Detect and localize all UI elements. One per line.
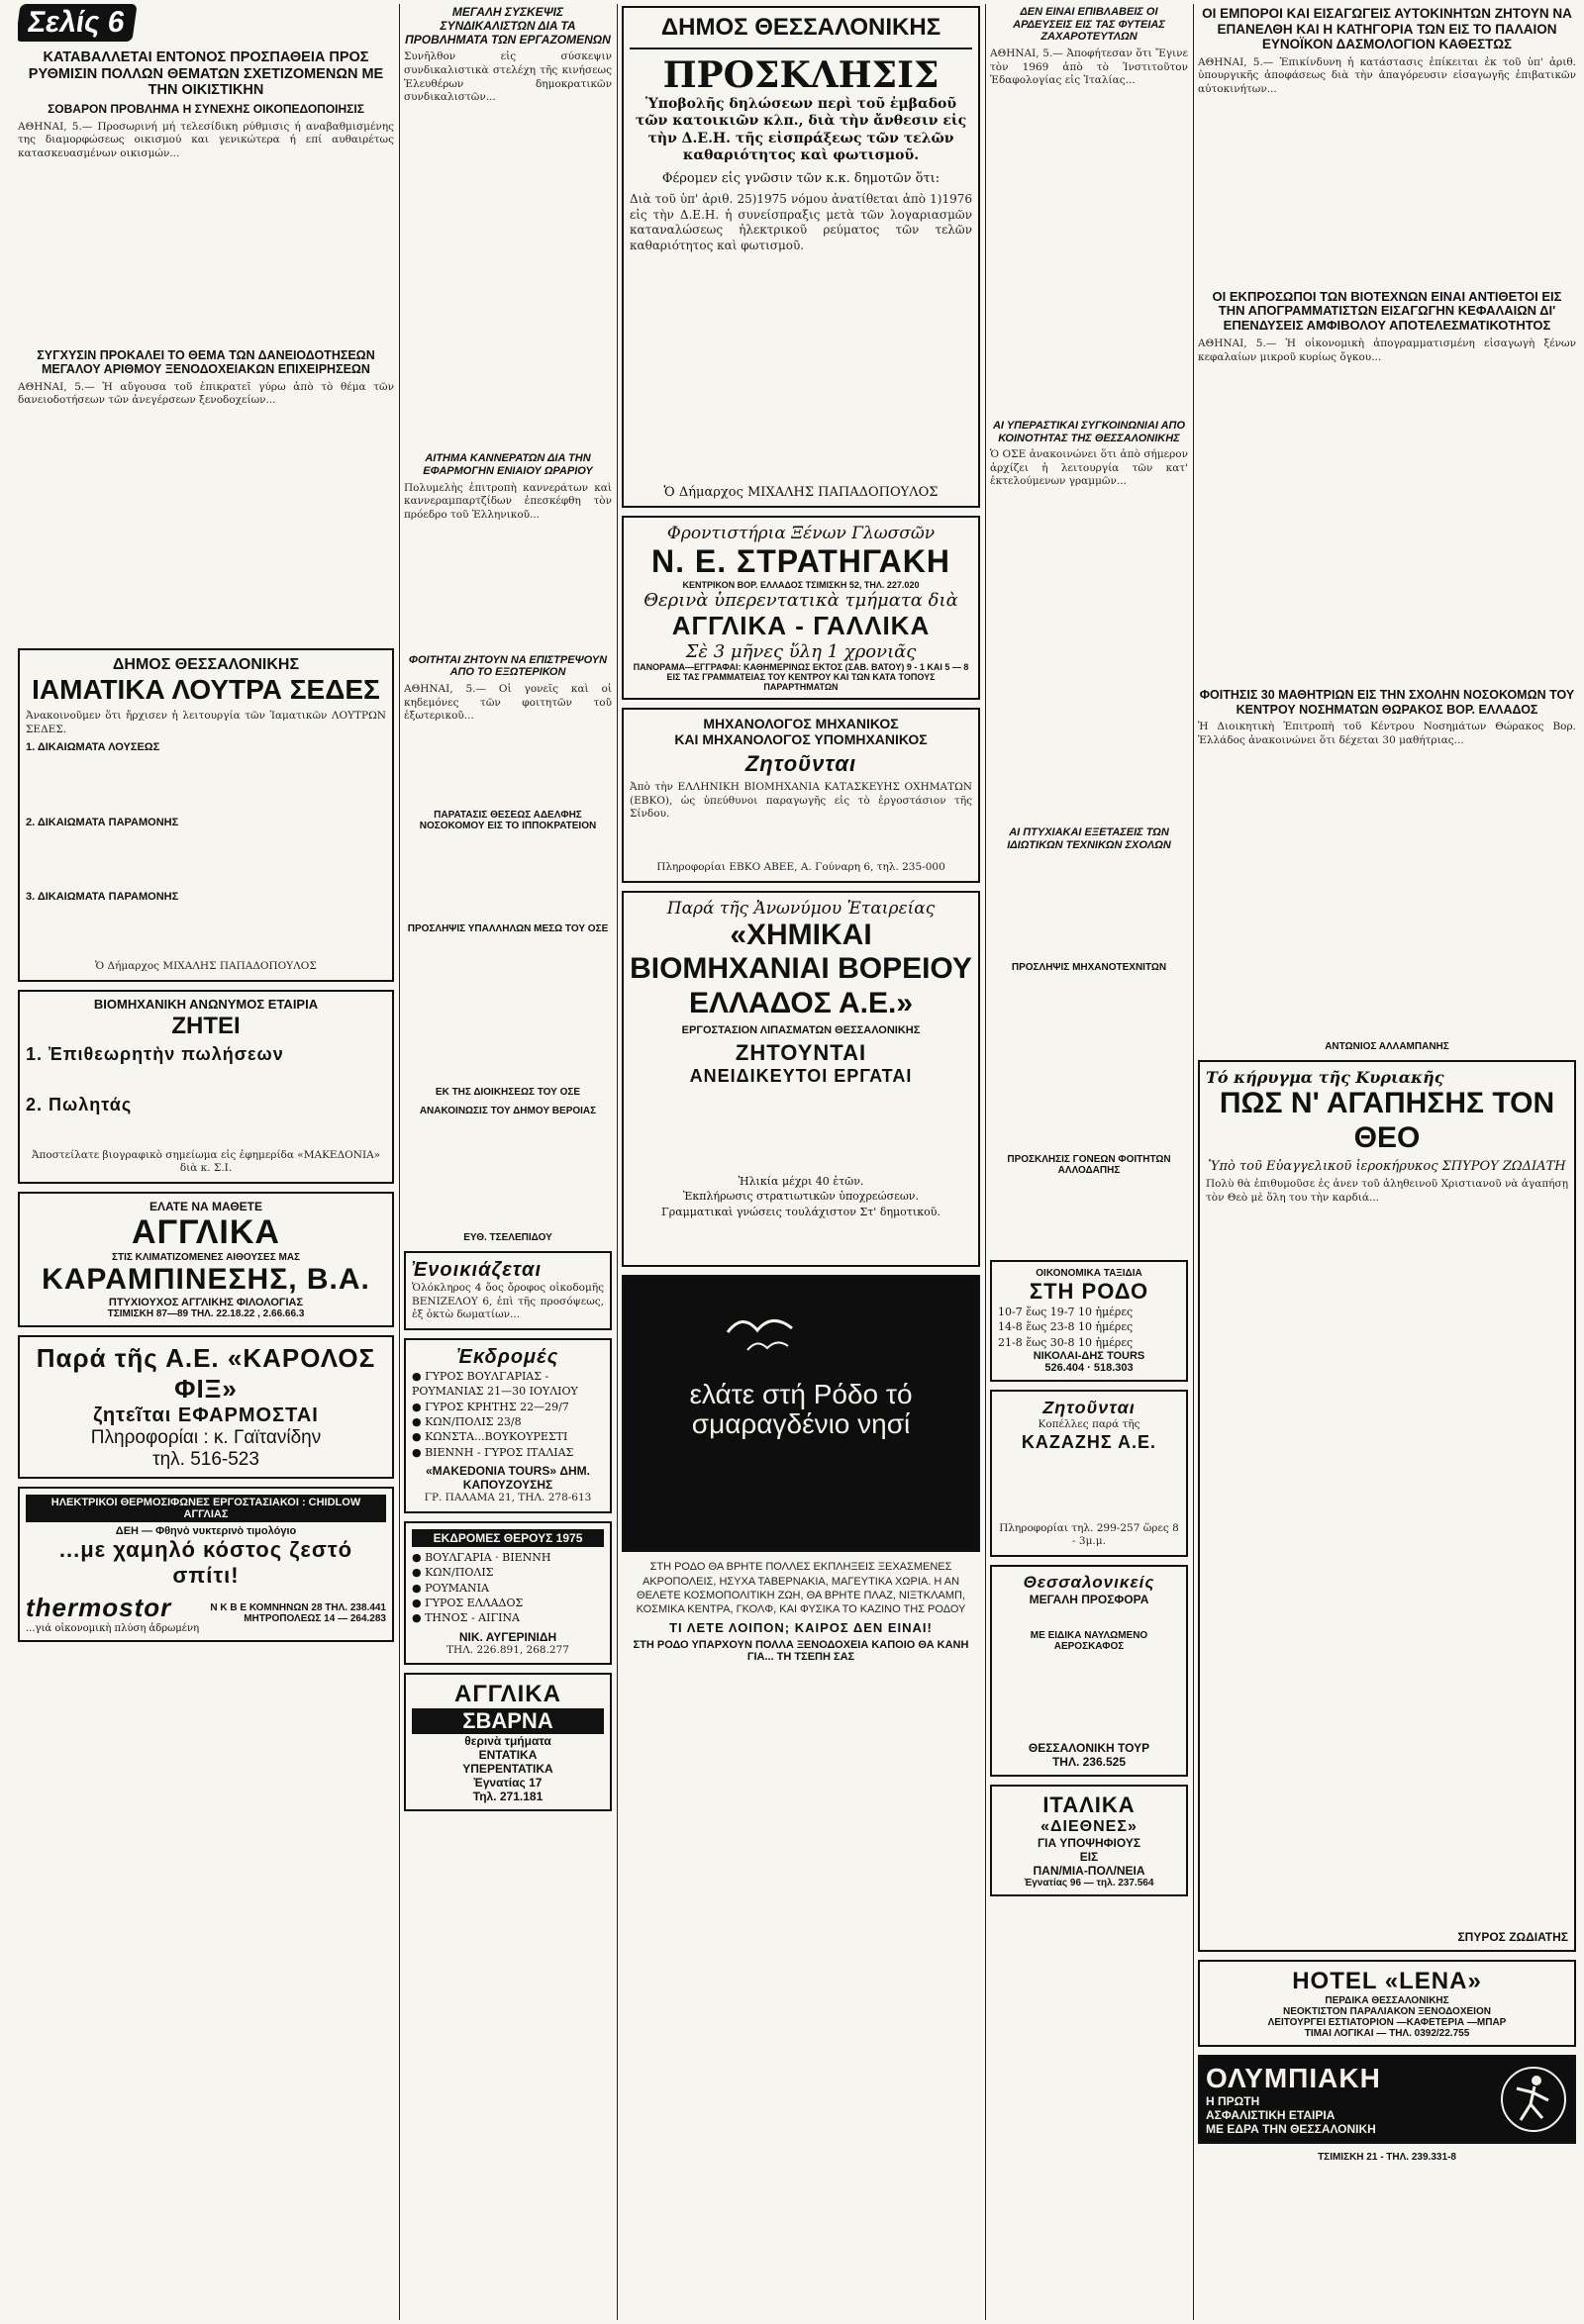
ad-footer: ΣΤΗ ΡΟΔΟ ΥΠΑΡΧΟΥΝ ΠΟΛΛΑ ΞΕΝΟΔΟΧΕΙΑ ΚΑΠΟΙΟ ΘΑ ΚΑΝΗ ΓΙΑ... ΤΗ ΤΣΕΠΗ ΣΑΣ xyxy=(633,1639,969,1664)
ad-hotel-lena xyxy=(1198,1960,1576,2047)
ad-headline: Ζητοῦνται xyxy=(1042,1398,1136,1418)
ad-phone: ΤΗΛ. 236.525 xyxy=(1051,1755,1127,1770)
ad-english-lessons xyxy=(18,1192,394,1327)
list-item: ● ΚΩΝ/ΠΟΛΙΣ 23/8 xyxy=(412,1415,522,1429)
headline: ΠΑΡΑΤΑΣΙΣ ΘΕΣΕΩΣ ΑΔΕΛΦΗΣ ΝΟΣΟΚΟΜΟΥ ΕΙΣ ΤΟ ΙΠΠΟΚΡΑΤΕΙΟΝ xyxy=(419,809,597,832)
ad-headline: Θεσσαλονικείς xyxy=(1023,1573,1155,1593)
ad-headline: ΑΓΓΛΙΚΑ xyxy=(454,1681,561,1708)
column-1 xyxy=(18,0,394,2316)
ad-line: ΜΕΓΑΛΗ ΠΡΟΣΦΟΡΑ xyxy=(1029,1593,1149,1607)
headline: ΦΟΙΤΗΤΑΙ ΖΗΤΟΥΝ ΝΑ ΕΠΙΣΤΡΕΨΟΥΝ ΑΠΟ ΤΟ ΕΞΩΤΕΡΙΚΟΝ xyxy=(408,653,608,679)
ad-headline: Παρά τῆς Α.Ε. «ΚΑΡΟΛΟΣ ΦΙΞ» xyxy=(36,1342,376,1404)
subheadline: ΣΟΒΑΡΟΝ ΠΡΟΒΛΗΜΑ Η ΣΥΝΕΧΗΣ ΟΙΚΟΠΕΔΟΠΟΙΗΣΙΣ xyxy=(48,102,364,117)
ad-headline: ΕΚΔΡΟΜΕΣ ΘΕΡΟΥΣ 1975 xyxy=(412,1529,604,1547)
section-label: Τό κήρυγμα τῆς Κυριακῆς xyxy=(1206,1068,1444,1088)
ad-subtitle: ζητεῖται ΕΦΑΡΜΟΣΤΑΙ xyxy=(93,1404,319,1426)
article-body: ΑΘΗΝΑΙ, 5.— Ἡ αὔγουσα τοῦ ἐπικρατεῖ γύρω ἀπὸ τὸ θέμα τῶν δανειοδοτήσεων τῶν ἀνεγέρσεων ξενοδοχείων... xyxy=(18,380,394,407)
sermon-article xyxy=(1198,1060,1576,1952)
ad-kazazis xyxy=(990,1390,1188,1557)
ad-for-rent xyxy=(404,1251,612,1330)
ad-olympiaki-insurance xyxy=(1198,2055,1576,2144)
headline: ΠΡΟΣΛΗΨΙΣ ΥΠΑΛΛΗΛΩΝ ΜΕΣΩ ΤΟΥ ΟΣΕ xyxy=(407,922,609,934)
list-item: 1. Ἐπιθεωρητὴν πωλήσεων xyxy=(26,1043,284,1064)
list-item: Ἠλικία μέχρι 40 ἐτῶν. xyxy=(738,1175,864,1189)
ad-headline: ΑΓΓΛΙΚΑ xyxy=(132,1212,280,1251)
seagull-icon xyxy=(723,1303,802,1362)
article-body: ΑΘΗΝΑΙ, 5.— Ἐπικίνδυνη ἡ κατάστασις ἐπίκειται ἐκ τοῦ ὑπ' ἀριθ. ὑπουργικῆς ἀποφάσεως διὰ τὴν ἀπαγόρευσιν εἰσαγωγῆς ἐπιβατικῶν αὐτοκινήτων... xyxy=(1198,55,1576,95)
ad-line: Η ΠΡΩΤΗ xyxy=(1206,2094,1260,2109)
article-signature: ΑΝΤΩΝΙΟΣ ΑΛΛΑΜΠΑΝΗΣ xyxy=(1325,1041,1449,1053)
ad-address: ΓΡ. ΠΑΛΑΜΑ 21, ΤΗΛ. 278-613 xyxy=(424,1492,592,1504)
headline: ΠΡΟΣΚΛΗΣΙΣ ΓΟΝΕΩΝ ΦΟΙΤΗΤΩΝ ΑΛΛΟΔΑΠΗΣ xyxy=(1007,1153,1171,1177)
ad-footer: ΠΑΝΟΡΑΜΑ—ΕΓΓΡΑΦΑΙ: ΚΑΘΗΜΕΡΙΝΩΣ ΕΚΤΟΣ (ΣΑΒ. ΒΑΤΟΥ) 9 - 1 ΚΑΙ 5 — 8 ΕΙΣ ΤΑΣ ΓΡΑΜΜΑΤΕΙΑΣ ΤΟΥ ΚΕΝΤΡΟΥ ΚΑΙ ΤΩΝ ΚΑΤΑ ΤΟΠΟΥΣ ΠΑΡΑΡΤΗΜΑΤΩΝ xyxy=(633,661,969,692)
headline: ΠΡΟΣΛΗΨΙΣ ΜΗΧΑΝΟΤΕΧΝΙΤΩΝ xyxy=(1011,962,1167,974)
ad-headline: Ἐκδρομές xyxy=(456,1345,559,1368)
ad-line: ΑΓΓΛΙΚΑ - ΓΑΛΛΙΚΑ xyxy=(671,610,931,640)
headline: ΑΙΤΗΜΑ ΚΑΝΝΕΡΑΤΩΝ ΔΙΑ ΤΗΝ ΕΦΑΡΜΟΓΗΝ ΕΝΙΑΙΟΥ ΩΡΑΡΙΟΥ xyxy=(423,452,593,478)
ad-english-svarna xyxy=(404,1673,612,1811)
ad-signature: Ὁ Δήμαρχος ΜΙΧΑΛΗΣ ΠΑΠΑΔΟΠΟΥΛΟΣ xyxy=(95,960,317,973)
ad-headline: HOTEL «LENA» xyxy=(1292,1968,1482,1995)
ad-cta: ΤΙ ΛΕΤΕ ΛΟΙΠΟΝ; ΚΑΙΡΟΣ ΔΕΝ ΕΙΝΑΙ! xyxy=(669,1620,933,1636)
ad-body: Ἀνακοινοῦμεν ὅτι ἤρχισεν ἡ λειτουργία τῶν Ἰαματικῶν ΛΟΥΤΡΩΝ ΣΕΔΕΣ. xyxy=(26,710,386,735)
article-body: ΑΘΗΝΑΙ, 5.— Ἀποφήτεσαν ὅτι Ἔγινε τὸν 1969 ἀπὸ τὸ Ἰνστιτοῦτον Ἐδαφολογίας εἰς Ἰταλίας... xyxy=(990,47,1188,87)
ad-body: Ἀπὸ τὴν ΕΛΛΗΝΙΚΗ ΒΙΟΜΗΧΑΝΙΑ ΚΑΤΑΣΚΕΥΗΣ ΟΧΗΜΑΤΩΝ (ΕΒΚΟ), ὡς ὑπεύθυνοι παραγωγῆς εἰς τὸ ἐργοστάσιον τῆς Σίνδου. xyxy=(630,780,972,821)
ad-address: ΚΕΝΤΡΙΚΟΝ ΒΟΡ. ΕΛΛΑΔΟΣ ΤΣΙΜΙΣΚΗ 52, ΤΗΛ. 227.020 xyxy=(682,579,920,590)
ad-line: ΓΙΑ ΥΠΟΨΗΦΙΟΥΣ xyxy=(1037,1836,1141,1851)
ad-subtitle: ΔΕΗ — Φθηνὸ νυκτερινὸ τιμολόγιο xyxy=(115,1524,297,1537)
headline: ΟΙ ΕΜΠΟΡΟΙ ΚΑΙ ΕΙΣΑΓΩΓΕΙΣ ΑΥΤΟΚΙΝΗΤΩΝ ΖΗΤΟΥΝ ΝΑ ΕΠΑΝΕΛΘΗ ΚΑΙ Η ΚΑΤΗΓΟΡΙΑ ΤΩΝ ΕΙΣ ΤΟ ΠΑΛΑΙΟΝ ΕΥΝΟΪΚΟΝ ΔΑΣΜΟΛΟΓΙΟΝ ΚΑΘΕΣΤΩΣ xyxy=(1202,6,1572,52)
headline: ΣΥΓΧΥΣΙΝ ΠΡΟΚΑΛΕΙ ΤΟ ΘΕΜΑ ΤΩΝ ΔΑΝΕΙΟΔΟΤΗΣΕΩΝ ΜΕΓΑΛΟΥ ΑΡΙΘΜΟΥ ΞΕΝΟΔΟΧΕΙΑΚΩΝ ΕΠΙΧΕΙΡΗΣΕΩΝ xyxy=(37,347,375,377)
ad-subtitle: ΣΤΙΣ ΚΛΙΜΑΤΙΖΟΜΕΝΕΣ ΑΙΘΟΥΣΕΣ ΜΑΣ xyxy=(111,1251,301,1263)
ad-line: ΤΙΜΑΙ ΛΟΓΙΚΑΙ — ΤΗΛ. 0392/22.755 xyxy=(1304,2028,1470,2040)
ad-line: Σὲ 3 μῆνες ὕλη 1 χρονιᾶς xyxy=(685,640,917,662)
ad-slogan: ελάτε στή Ρόδο τό σμαραγδένιο νησί xyxy=(689,1379,913,1439)
discus-thrower-icon xyxy=(1499,2065,1568,2134)
ad-phone: τηλ. 516-523 xyxy=(152,1448,259,1470)
ad-title: ΔΗΜΟΣ ΘΕΣΣΑΛΟΝΙΚΗΣ xyxy=(660,14,941,41)
ad-line: ΑΣΦΑΛΙΣΤΙΚΗ ΕΤΑΙΡΙΑ xyxy=(1206,2108,1336,2123)
ad-slogan: ...με χαμηλό κόστος ζεστό σπίτι! xyxy=(58,1536,353,1588)
article-body: ΑΘΗΝΑΙ, 5.— Οἱ γονεῖς καὶ οἱ κηδεμόνες τῶν φοιτητῶν τοῦ ἐξωτερικοῦ... xyxy=(404,682,612,723)
article-body: Ὁ ΟΣΕ ἀνακοινώνει ὅτι ἀπὸ σήμερον ἀρχίζει ἡ λειτουργία τῶν κατ' ἐκτελούμενων γραμμῶν... xyxy=(990,448,1188,488)
ad-tagline: ...γιά οἰκονομικὴ πλύση ἀδρωμένη xyxy=(26,1622,200,1634)
ad-agency: ΝΙΚΟΛΑΙ-ΔΗΣ TOURS xyxy=(1033,1350,1145,1363)
ad-rhodes-trips xyxy=(990,1260,1188,1382)
ad-line: ΥΠΕΡΕΝΤΑΤΙΚΑ xyxy=(462,1762,553,1777)
ad-strategaki-school xyxy=(622,516,980,700)
column-2 xyxy=(404,0,612,2316)
ad-name: ΚΑΖΑΖΗΣ Α.Ε. xyxy=(1021,1431,1157,1452)
ad-address: ΤΣΙΜΙΣΚΗ 21 - ΤΗΛ. 239.331-8 xyxy=(1318,2152,1456,2164)
ad-karolos-fix xyxy=(18,1335,394,1479)
ad-summer-excursions xyxy=(404,1521,612,1666)
article-body: Συνῆλθον εἰς σύσκεψιν συνδικαλιστικὰ στελέχη τῆς κινήσεως Ἐλευθέρων δημοκρατικῶν συνδικαλιστῶν... xyxy=(404,50,612,104)
ad-title: ΚΑΙ ΜΗΧΑΝΟΛΟΓΟΣ ΥΠΟΜΗΧΑΝΙΚΟΣ xyxy=(674,730,928,747)
ad-line: ΛΕΙΤΟΥΡΓΕΙ ΕΣΤΙΑΤΟΡΙΟΝ —ΚΑΦΕΤΕΡΙΑ —ΜΠΑΡ xyxy=(1267,2017,1507,2029)
ad-band: ΗΛΕΚΤΡΙΚΟΙ ΘΕΡΜΟΣΙΦΩΝΕΣ ΕΡΓΟΣΤΑΣΙΑΚΟΙ : CHIDLOW ΑΓΓΛΙΑΣ xyxy=(26,1495,386,1522)
ad-line: ΜΕ ΕΙΔΙΚΑ ΝΑΥΛΩΜΕΝΟ ΑΕΡΟΣΚΑΦΟΣ xyxy=(1030,1630,1148,1653)
ad-subtitle: Ὑποβολῆς δηλώσεων περὶ τοῦ ἐμβαδοῦ τῶν κατοικιῶν κλπ., διὰ τὴν ἄνθεσιν εἰς τὴν Δ.Ε.Η. τῆς εἰσπράξεως τῶν τελῶν καθαριότητος καὶ φωτισμοῦ. xyxy=(635,95,967,164)
ad-info: Πληροφορίαι : κ. Γαϊτανίδην xyxy=(90,1426,322,1448)
list-item: 21-8 ἕως 30-8 10 ἡμέρες xyxy=(998,1335,1134,1349)
ad-address: ΤΣΙΜΙΣΚΗ 87—89 ΤΗΛ. 22.18.22 , 2.66.66.3 xyxy=(107,1307,305,1319)
ad-line: ΜΕ ΕΔΡΑ ΤΗΝ ΘΕΣΣΑΛΟΝΙΚΗ xyxy=(1206,2122,1376,2137)
list-item: 3. ΔΙΚΑΙΩΜΑΤΑ ΠΑΡΑΜΟΝΗΣ xyxy=(26,891,179,904)
ad-phone: ΤΗΛ. 226.891, 268.277 xyxy=(446,1643,569,1656)
ad-title: Φροντιστήρια Ξένων Γλωσσῶν xyxy=(666,523,936,543)
ad-line: Θερινὰ ὑπερεντατικὰ τμήματα διὰ xyxy=(644,589,958,611)
ad-headline: ΟΛΥΜΠΙΑΚΗ xyxy=(1206,2063,1381,2094)
ad-line: θερινὰ τμήματα xyxy=(464,1734,551,1749)
ad-phone: Τηλ. 271.181 xyxy=(472,1790,544,1804)
article-signature: ΕΚ ΤΗΣ ΔΙΟΙΚΗΣΕΩΣ ΤΟΥ ΟΣΕ xyxy=(435,1087,581,1099)
list-item: ● ΒΙΕΝΝΗ - ΓΥΡΟΣ ΙΤΑΛΙΑΣ xyxy=(412,1445,574,1459)
ad-info: Πληροφορίαι ΕΒΚΟ ΑΒΕΕ, Α. Γούναρη 6, τηλ. 235-000 xyxy=(656,860,945,873)
ad-headline: «ΧΗΜΙΚΑΙ ΒΙΟΜΗΧΑΝΙΑΙ ΒΟΡΕΙΟΥ ΕΛΛΑΔΟΣ Α.Ε.» xyxy=(630,918,972,1019)
ad-line: ΖΗΤΟΥΝΤΑΙ xyxy=(735,1040,867,1066)
list-item: ● ΒΟΥΛΓΑΡΙΑ · ΒΙΕΝΝΗ xyxy=(412,1550,551,1564)
ad-subtitle: ΕΡΓΟΣΤΑΣΙΟΝ ΛΙΠΑΣΜΑΤΩΝ ΘΕΣΣΑΛΟΝΙΚΗΣ xyxy=(681,1024,921,1037)
ad-title: ΕΛΑΤΕ ΝΑ ΜΑΘΕΤΕ xyxy=(148,1199,263,1213)
ad-address: ΜΗΤΡΟΠΟΛΕΩΣ 14 — 264.283 xyxy=(244,1612,386,1624)
list-item: 1. ΔΙΚΑΙΩΜΑΤΑ ΛΟΥΣΕΩΣ xyxy=(26,741,160,754)
ad-line: ΠΕΡΔΙΚΑ ΘΕΣΣΑΛΟΝΙΚΗΣ xyxy=(1325,1995,1449,2007)
ad-body: ΣΤΗ ΡΟΔΟ ΘΑ ΒΡΗΤΕ ΠΟΛΛΕΣ ΕΚΠΛΗΞΕΙΣ ΞΕΧΑΣΜΕΝΕΣ ΑΚΡΟΠΟΛΕΙΣ, ΗΣΥΧΑ ΤΑΒΕΡΝΑΚΙΑ, ΜΑΓΕΥΤΙΚΑ ΧΩΡΙΑ. Η ΑΝ ΘΕΛΕΤΕ ΚΟΣΜΟΠΟΛΙΤΙΚΗ ΖΩΗ, ΘΑ ΒΡΗΤΕ ΠΛΑΖ, ΝΙΞΤΚΛΑΜΠ, ΚΟΣΜΙΚΑ ΚΕΝΤΡΑ, ΓΚΟΛΦ, ΚΑΙ ΦΥΣΙΚΑ ΤΟ ΚΑΖΙΝΟ ΤΗΣ ΡΟΔΟΥ xyxy=(636,1561,966,1616)
headline: ΜΕΓΑΛΗ ΣΥΣΚΕΨΙΣ ΣΥΝΔΙΚΑΛΙΣΤΩΝ ΔΙΑ ΤΑ ΠΡΟΒΛΗΜΑΤΑ ΤΩΝ ΕΡΓΑΖΟΜΕΝΩΝ xyxy=(405,5,611,47)
ad-name: ΚΑΡΑΜΠΙΝΕΣΗΣ, Β.Α. xyxy=(42,1262,370,1296)
article-body: ΑΘΗΝΑΙ, 5.— Προσωρινή μή τελεσίδικη ρύθμισις ή αναβαθμισμένης της διαμορφώσεως οικισμού και γενικώτερα ή επί αυθαιρέτως κατασκευασμένων οικισμών... xyxy=(18,120,394,160)
article-body: ΑΘΗΝΑΙ, 5.— Ἡ οἰκονομικὴ ἀπογραμματισμένη εἰσαγωγὴ ξένων κεφαλαίων μικροῦ κυρίως ὄγκου... xyxy=(1198,338,1576,363)
ad-body: Διὰ τοῦ ὑπ' ἀριθ. 25)1975 νόμου ἀνατίθεται ἀπὸ 1)1976 εἰς τὴν Δ.Ε.Η. ἡ συνείσπραξις μετὰ τῶν λογαριασμῶν καταναλώσεως ἠλεκτρικοῦ ρεύματος τῶν τελῶν καθαριότητος καὶ φωτισμοῦ. xyxy=(630,191,972,252)
ad-headline: Ν. Ε. ΣΤΡΑΤΗΓΑΚΗ xyxy=(651,542,950,579)
ad-address: Ἐγνατίας 17 xyxy=(473,1776,543,1791)
column-rule xyxy=(1193,4,1194,2320)
list-item: ● ΤΗΝΟΣ - ΑΙΓΙΝΑ xyxy=(412,1611,520,1625)
column-rule xyxy=(617,4,618,2320)
ad-headline: ΙΑΜΑΤΙΚΑ ΛΟΥΤΡΑ ΣΕΔΕΣ xyxy=(32,673,380,705)
article-body: Πολυμελὴς ἐπιτροπὴ καννεράτων καὶ καννεραμπαρτζίδων ἐπεσκέφθη τὸν πρόεδρο τοῦ Ἑλληνικοῦ... xyxy=(404,481,612,521)
headline: ΟΙ ΕΚΠΡΟΣΩΠΟΙ ΤΩΝ ΒΙΟΤΕΧΝΩΝ ΕΙΝΑΙ ΑΝΤΙΘΕΤΟΙ ΕΙΣ ΤΗΝ ΑΠΟΓΡΑΜΜΑΤΙΣΤΩΝ ΕΙΣΑΓΩΓΗΝ ΚΕΦΑΛΑΙΩΝ ΔΙ' ΕΠΕΝΔΥΣΕΙΣ ΑΜΦΙΒΟΛΟΥ ΑΠΟΤΕΛΕΣΜΑΤΙΚΟΤΗΤΟΣ xyxy=(1212,288,1562,334)
ad-rhodes xyxy=(622,1275,980,1552)
ad-body: Κοπέλλες παρά τῆς xyxy=(1038,1418,1140,1431)
ad-subtitle: ΠΤΥΧΙΟΥΧΟΣ ΑΓΓΛΙΚΗΣ ΦΙΛΟΛΟΓΙΑΣ xyxy=(108,1296,304,1308)
ad-footer: Ἀποστείλατε βιογραφικὸ σημείωμα εἰς ἐφημερίδα «ΜΑΚΕΔΟΝΙΑ» διὰ κ. Σ.Ι. xyxy=(31,1148,381,1175)
ad-mechanical-engineer xyxy=(622,708,980,883)
ad-title: ΔΗΜΟΣ ΘΕΣΣΑΛΟΝΙΚΗΣ xyxy=(112,655,300,673)
ad-line: ΠΑΝ/ΜΙΑ-ΠΟΛ/ΝΕΙΑ xyxy=(1033,1864,1145,1879)
ad-title: ΒΙΟΜΗΧΑΝΙΚΗ ΑΝΩΝΥΜΟΣ ΕΤΑΙΡΙΑ xyxy=(93,997,319,1013)
ad-sedes-baths xyxy=(18,648,394,983)
ad-headline: ΣΤΗ ΡΟΔΟ xyxy=(1029,1278,1149,1304)
list-item: ● ΡΟΥΜΑΝΙΑ xyxy=(412,1581,489,1595)
list-item: ● ΓΥΡΟΣ ΕΛΛΑΔΟΣ xyxy=(412,1597,524,1610)
ad-line: Φέρομεν εἰς γνῶσιν τῶν κ.κ. δημοτῶν ὅτι: xyxy=(661,170,940,186)
ad-municipality-invitation xyxy=(622,6,980,508)
ad-headline: ΖΗΤΕΙ xyxy=(171,1013,241,1039)
brand-logo: thermostor xyxy=(26,1592,172,1622)
headline: ΠΩΣ Ν' ΑΓΑΠΗΣΗΣ ΤΟΝ ΘΕΟ xyxy=(1219,1087,1555,1154)
ad-headline: Ἐνοικιάζεται xyxy=(412,1258,543,1281)
list-item: 10-7 ἕως 19-7 10 ἡμέρες xyxy=(998,1305,1134,1318)
column-5 xyxy=(1198,0,1576,2316)
list-item: Γραμματικαὶ γνώσεις τουλάχιστον Στ' δημοτικοῦ. xyxy=(661,1205,940,1218)
column-4 xyxy=(990,0,1188,2316)
headline: ΔΕΝ ΕΙΝΑΙ ΕΠΙΒΛΑΒΕΙΣ ΟΙ ΑΡΔΕΥΣΕΙΣ ΕΙΣ ΤΑΣ ΦΥΤΕΙΑΣ ΖΑΧΑΡΟΤΕΥΤΛΩΝ xyxy=(1013,6,1165,44)
ad-line: ΕΙΣ xyxy=(1079,1850,1099,1865)
list-item: ● ΓΥΡΟΣ ΒΟΥΛΓΑΡΙΑΣ - ΡΟΥΜΑΝΙΑΣ 21—30 ΙΟΥΛΙΟΥ xyxy=(412,1369,578,1399)
ad-excursions xyxy=(404,1338,612,1513)
headline: ΑΙ ΥΠΕΡΑΣΤΙΚΑΙ ΣΥΓΚΟΙΝΩΝΙΑΙ ΑΠΟ ΚΟΙΝΟΤΗΤΑΣ ΤΗΣ ΘΕΣΣΑΛΟΝΙΚΗΣ xyxy=(992,419,1186,444)
ad-info: Πληροφορίαι τηλ. 299-257 ὥρες 8 - 3μ.μ. xyxy=(999,1521,1179,1548)
ad-name: ΣΒΑΡΝΑ xyxy=(412,1708,604,1734)
ad-name: «ΔΙΕΘΝΕΣ» xyxy=(1040,1818,1138,1836)
ad-thessaloniki-tour xyxy=(990,1565,1188,1777)
ad-chemical-industries xyxy=(622,891,980,1268)
headline: ΑΙ ΠΤΥΧΙΑΚΑΙ ΕΞΕΤΑΣΕΙΣ ΤΩΝ ΙΔΙΩΤΙΚΩΝ ΤΕΧΝΙΚΩΝ ΣΧΟΛΩΝ xyxy=(1007,826,1171,851)
ad-title: ΟΙΚΟΝΟΜΙΚΑ ΤΑΞΙΔΙΑ xyxy=(1036,1267,1142,1279)
ad-body: Ὁλόκληρος 4 ὄος ὄροφος οἰκοδομῆς ΒΕΝΙΖΕΛΟΥ 6, ἐπὶ τῆς προσόψεως, ἐξ ὀκτὼ δωματίων... xyxy=(412,1281,604,1321)
article-signature: ΕΥΘ. ΤΣΕΛΕΠΙΔΟΥ xyxy=(463,1231,552,1243)
ad-title: Παρά τῆς Ἀνωνύμου Ἑταιρείας xyxy=(666,898,936,919)
list-item: ● ΓΥΡΟΣ ΚΡΗΤΗΣ 22—29/7 xyxy=(412,1400,569,1413)
page-number-badge: Σελίς 6 xyxy=(18,4,138,42)
ad-signature: Ὁ Δήμαρχος ΜΙΧΑΛΗΣ ΠΑΠΑΔΟΠΟΥΛΟΣ xyxy=(663,484,939,500)
ad-thermostor xyxy=(18,1487,394,1642)
list-item: 2. ΔΙΚΑΙΩΜΑΤΑ ΠΑΡΑΜΟΝΗΣ xyxy=(26,816,179,828)
ad-italian-diethnes xyxy=(990,1785,1188,1896)
ad-headline: ΙΤΑΛΙΚΑ xyxy=(1042,1792,1136,1818)
ad-agency: «MAKEDONIA TOURS» ΔΗΜ. ΚΑΠΟΥΖΟΥΣΗΣ xyxy=(426,1464,590,1493)
list-item: Ἐκπλήρωσις στρατιωτικῶν ὑποχρεώσεων. xyxy=(683,1190,919,1204)
headline: ΑΝΑΚΟΙΝΩΣΙΣ ΤΟΥ ΔΗΜΟΥ ΒΕΡΟΙΑΣ xyxy=(419,1106,597,1117)
ad-address: Ν Κ Β Ε ΚΟΜΝΗΝΩΝ 28 ΤΗΛ. 238.441 xyxy=(210,1601,386,1613)
ad-line: ΕΝΤΑΤΙΚΑ xyxy=(478,1748,538,1763)
article-signature: ΣΠΥΡΟΣ ΖΩΔΙΑΤΗΣ xyxy=(1457,1930,1568,1945)
ad-line: ΝΕΟΚΤΙΣΤΟΝ ΠΑΡΑΛΙΑΚΟΝ ΞΕΝΟΔΟΧΕΙΟΝ xyxy=(1283,2006,1491,2018)
list-item: ● ΚΩΝΣΤΑ...ΒΟΥΚΟΥΡΕΣΤΙ xyxy=(412,1430,568,1444)
ad-agency: ΘΕΣΣΑΛΟΝΙΚΗ ΤΟΥΡ xyxy=(1028,1741,1150,1756)
list-item: ● ΚΩΝ/ΠΟΛΙΣ xyxy=(412,1566,494,1580)
list-item: 2. Πωλητάς xyxy=(26,1094,133,1114)
subheadline: Ὑπὸ τοῦ Εὐαγγελικοῦ ἱεροκήρυκος ΣΠΥΡΟΥ ΖΩΔΙΑΤΗ xyxy=(1208,1159,1566,1175)
ad-phone: 526.404 · 518.303 xyxy=(1044,1362,1134,1375)
column-rule xyxy=(399,4,400,2320)
list-item: 14-8 ἕως 23-8 10 ἡμέρες xyxy=(998,1320,1134,1334)
article-body: Πολὺ θὰ ἐπιθυμοῦσε ἐς ἀνεν τοῦ ἀληθεινοῦ Χριστιανοῦ νὰ ἀγαπήσῃ τὸν Θεὸ μὲ ὅλη του τὴν καρδιά... xyxy=(1206,1178,1568,1204)
ad-agency: ΝΙΚ. ΑΥΓΕΡΙΝΙΔΗ xyxy=(458,1629,557,1644)
ad-industrial-company xyxy=(18,990,394,1184)
ad-headline: ΠΡΟΣΚΛΗΣΙΣ xyxy=(662,53,940,96)
column-3 xyxy=(622,0,980,2316)
ad-title: ΜΗΧΑΝΟΛΟΓΟΣ ΜΗΧΑΝΙΚΟΣ xyxy=(703,715,899,731)
article-body: Ἡ Διοικητικὴ Ἐπιτροπὴ τοῦ Κέντρου Νοσημάτων Θώρακος Βορ. Ἑλλάδος ἀνακοινώνει ὅτι δέχεται 30 μαθήτριας... xyxy=(1198,721,1576,746)
ad-headline: Ζητοῦνται xyxy=(744,750,857,776)
ad-address: Ἐγνατίας 96 — τηλ. 237.564 xyxy=(1024,1878,1154,1889)
headline: ΦΟΙΤΗΣΙΣ 30 ΜΑΘΗΤΡΙΩΝ ΕΙΣ ΤΗΝ ΣΧΟΛΗΝ ΝΟΣΟΚΟΜΩΝ ΤΟΥ ΚΕΝΤΡΟΥ ΝΟΣΗΜΑΤΩΝ ΘΩΡΑΚΟΣ ΒΟΡ. ΕΛΛΑΔΟΣ xyxy=(1199,688,1575,717)
ad-line: ΑΝΕΙΔΙΚΕΥΤΟΙ ΕΡΓΑΤΑΙ xyxy=(689,1066,913,1087)
headline: ΚΑΤΑΒΑΛΛΕΤΑΙ ΕΝΤΟΝΟΣ ΠΡΟΣΠΑΘΕΙΑ ΠΡΟΣ ΡΥΘΜΙΣΙΝ ΠΟΛΛΩΝ ΘΕΜΑΤΩΝ ΣΧΕΤΙΖΟΜΕΝΩΝ ΜΕ ΤΗΝ ΟΙΚΙΣΤΙΚΗΝ xyxy=(28,49,384,99)
column-rule xyxy=(985,4,986,2320)
